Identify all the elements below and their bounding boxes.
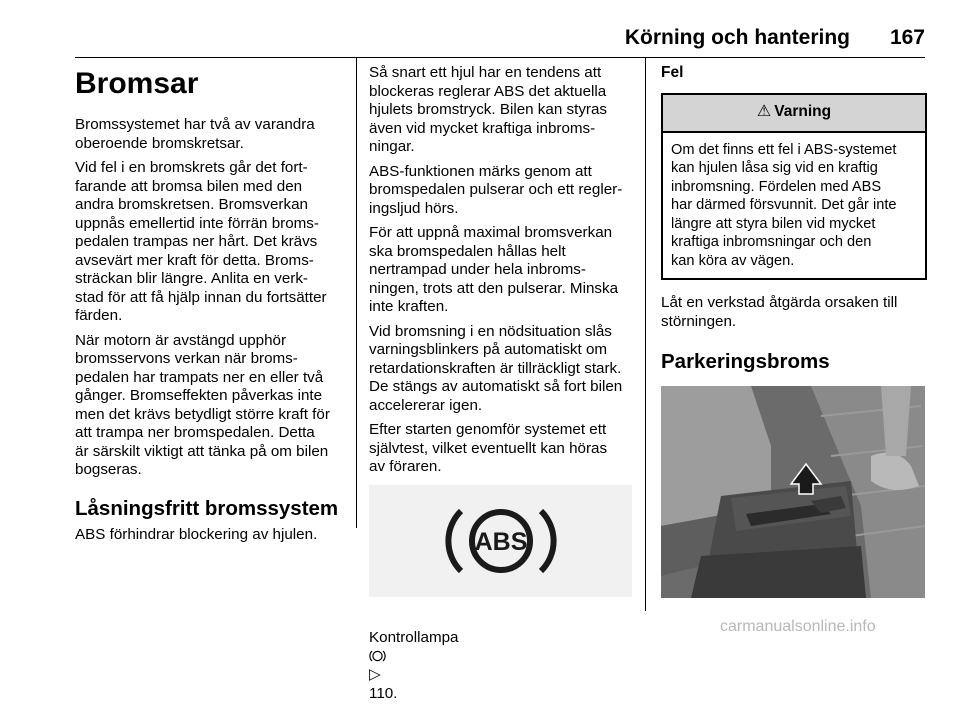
warning-triangle-icon: ⚠ <box>756 103 772 121</box>
caption <box>369 611 634 704</box>
parking-brake-illustration <box>661 386 925 598</box>
paragraph: Bromssystemet har två av varandra oberoende bromskretsar. <box>75 116 315 152</box>
paragraph: Låt en verkstad åtgärda orsaken till störningen. <box>661 294 898 330</box>
column-2 <box>369 64 634 709</box>
paragraph: ABS-funktionen märks genom att bromspedalen pulserar och ett regler- ingsljud hörs. <box>369 162 623 217</box>
caption-label: Kontrollampa <box>369 629 459 646</box>
page-reference-icon: ▷ <box>369 666 381 683</box>
abs-inline-icon <box>369 648 386 664</box>
abs-warning-light-illustration <box>369 485 632 597</box>
paragraph: För att uppnå maximal bromsverkan ska bromspedalen hållas helt nertrampad under hela inbroms- ningen, trots att den pulserar. Minska inte kraften. <box>369 224 619 315</box>
warning-title: Varning <box>774 103 832 121</box>
parking-brake-photo <box>661 386 925 598</box>
abs-symbol-text: ABS <box>474 527 527 556</box>
page-number: 167 <box>889 26 925 49</box>
paragraph: Vid fel i en bromskrets går det fort- farande att bromsa bilen med den andra bromskretsen. Bromsverkan uppnås emellertid inte förrän broms- pedalen trampas ner hårt. Det krävs avsevärt mer kraft för detta. Broms- sträckan blir längre. Anlita en verk- stad för att få hjälp innan du fortsätter färden. <box>75 159 327 324</box>
caption-page-ref[interactable]: 110. <box>369 684 398 702</box>
paragraph: När motorn är avstängd upphör bromsservons verkan när broms- pedalen har trampats ner en eller två gånger. Bromseffekten påverkas inte men det krävs betydligt större kraft för att trampa ner bromspedalen. Detta är särskilt viktigt att tänka på om bilen bogseras. <box>75 331 330 478</box>
page-header <box>75 26 925 56</box>
paragraph: Efter starten genomför systemet ett självtest, vilket eventuellt kan höras av föraren. <box>369 421 608 475</box>
heading-abs: Låsningsfritt bromssystem <box>75 496 339 520</box>
paragraph: ABS förhindrar blockering av hjulen. <box>75 525 318 543</box>
watermark: carmanualsonline.info <box>720 618 876 635</box>
warning-box <box>661 93 927 281</box>
warning-header <box>663 95 925 133</box>
paragraph: Så snart ett hjul har en tendens att blockeras reglerar ABS det aktuella hjulets bromstryck. Bilen kan styras även vid mycket kraftiga inbroms- ningar. <box>369 64 608 155</box>
heading-bromsar: Bromsar <box>75 67 199 100</box>
column-divider-2 <box>645 58 646 611</box>
warning-body: Om det finns ett fel i ABS-systemet kan hjulen låsa sig vid en kraftig inbromsning. Fördelen med ABS har därmed försvunnit. Det går inte längre att styra bilen vid mycket kraftiga inbromsningar och den kan köra av vägen. <box>671 141 897 269</box>
column-3 <box>661 64 927 598</box>
heading-fel: Fel <box>661 64 684 81</box>
column-divider-1 <box>356 58 357 528</box>
section-title: Körning och hantering <box>624 26 850 49</box>
heading-parkeringsbroms: Parkeringsbroms <box>661 350 830 373</box>
paragraph: Vid bromsning i en nödsituation slås varningsblinkers på automatiskt om retardationskraften är tillräckligt stark. De stängs av automatiskt så fort bilen accelererar igen. <box>369 322 623 414</box>
column-1 <box>75 60 345 550</box>
header-rule <box>75 57 925 58</box>
abs-symbol-icon <box>431 493 571 589</box>
